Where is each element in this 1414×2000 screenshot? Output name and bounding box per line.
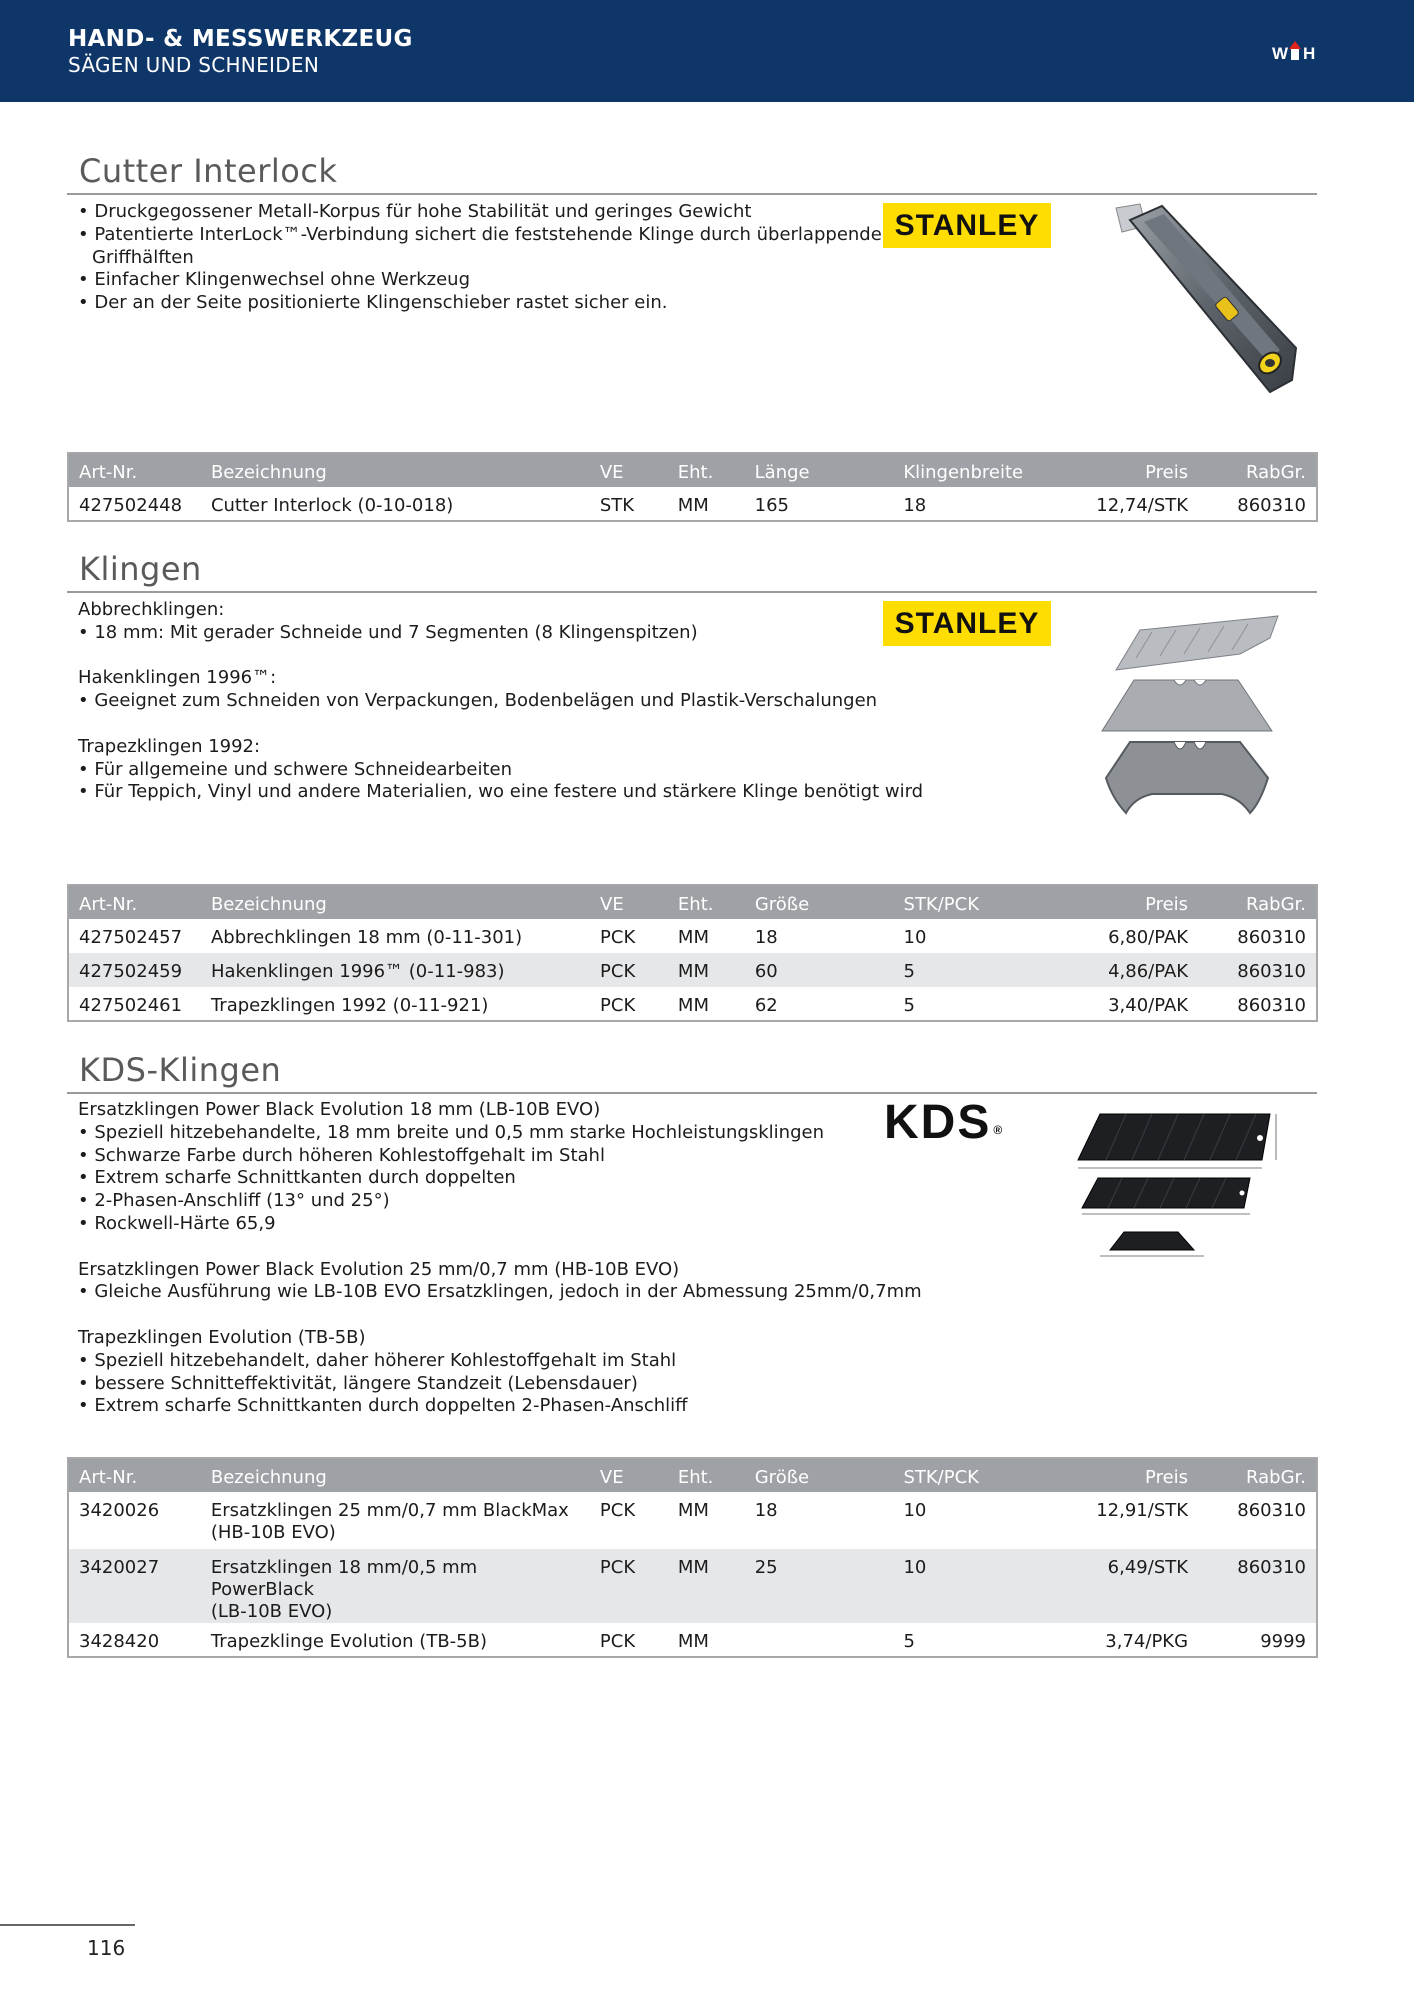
cell-stk-pck: 10 (903, 1500, 927, 1521)
col-header: VE (590, 885, 668, 919)
table-row (68, 1549, 1317, 1623)
desc-line: Trapezklingen 1992: (78, 735, 261, 757)
cell-preis: 3,40/PAK (1108, 995, 1189, 1016)
section-rule (67, 1092, 1317, 1094)
table-row (68, 1623, 1317, 1657)
desc-line: Hakenklingen 1996™: (78, 667, 277, 689)
desc-line: Ersatzklingen Power Black Evolution 25 mm/0,7 mm (HB-10B EVO) (78, 1258, 680, 1280)
col-header: Art-Nr. (68, 885, 201, 919)
cell-art-nr: 427502459 (68, 953, 201, 987)
desc-gap (78, 713, 923, 736)
bezeichnung-line: Ersatzklingen 18 mm/0,5 mm PowerBlack (210, 1557, 478, 1600)
col-header: Größe (745, 885, 894, 919)
cell-art-nr: 3420027 (68, 1549, 201, 1623)
col-header: Klingenbreite (893, 453, 1073, 487)
cell-bezeichnung: Trapezklingen 1992 (0-11-921) (210, 995, 489, 1016)
cell-preis: 6,80/PAK (1108, 927, 1189, 948)
section-title-klingen: Klingen (79, 550, 202, 588)
wh-logo-icon (1270, 36, 1320, 64)
footer-rule (0, 1924, 135, 1926)
bezeichnung-line: (LB-10B EVO) (210, 1601, 333, 1622)
section-rule (67, 591, 1317, 593)
cell-bezeichnung: Abbrechklingen 18 mm (0-11-301) (210, 927, 523, 948)
cell-bezeichnung: Trapezklinge Evolution (TB-5B) (210, 1631, 487, 1652)
desc-line: • Gleiche Ausführung wie LB-10B EVO Ersatzklingen, jedoch in der Abmessung 25mm/0,7mm (78, 1281, 922, 1303)
table-row (68, 1492, 1317, 1549)
col-header: Größe (745, 1458, 894, 1492)
cell-art-nr: 427502448 (79, 495, 183, 516)
desc-line: • Speziell hitzebehandelt, daher höherer Kohlestoffgehalt im Stahl (78, 1349, 677, 1371)
col-header: Preis (1073, 453, 1198, 487)
cell-art-nr: 427502461 (79, 995, 183, 1016)
cell-eht: MM (668, 953, 745, 987)
cell-ve: PCK (600, 995, 636, 1016)
col-header: RabGr. (1198, 453, 1317, 487)
cell-bezeichnung (201, 1492, 590, 1549)
desc-gap (78, 645, 923, 668)
cutter-knife-image (1100, 200, 1310, 400)
desc-line: • Speziell hitzebehandelte, 18 mm breite und 0,5 mm starke Hochleistungsklingen (78, 1121, 824, 1143)
header-title: HAND- & MESSWERKZEUG (68, 26, 413, 52)
col-header: RabGr. (1198, 1458, 1317, 1492)
desc-line: • Für allgemeine und schwere Schneidearbeiten (78, 758, 513, 780)
cell-eht: MM (677, 495, 709, 516)
desc-line: • bessere Schnitteffektivität, längere Standzeit (Lebensdauer) (78, 1372, 638, 1394)
bezeichnung-line: (HB-10B EVO) (210, 1522, 336, 1543)
cell-preis: 6,49/STK (1073, 1549, 1198, 1623)
cell-rabgr: 860310 (1237, 495, 1306, 516)
registered-mark: ® (993, 1123, 1005, 1137)
cutter-table (67, 452, 1318, 522)
table-header-row (68, 885, 1317, 919)
bezeichnung-line: Ersatzklingen 25 mm/0,7 mm BlackMax (210, 1500, 569, 1521)
kds-description (78, 1099, 922, 1418)
desc-line: • Extrem scharfe Schnittkanten durch doppelten 2-Phasen-Anschliff (78, 1395, 688, 1417)
desc-line: • Geeignet zum Schneiden von Verpackungen, Bodenbelägen und Plastik-Verschalungen (78, 690, 878, 712)
cell-groesse: 18 (754, 1500, 778, 1521)
svg-text:H: H (1303, 44, 1316, 63)
col-header: STK/PCK (894, 885, 1074, 919)
col-header: Eht. (668, 453, 745, 487)
cell-rabgr: 860310 (1237, 995, 1306, 1016)
cell-eht: MM (677, 1631, 709, 1652)
cell-preis: 4,86/PAK (1073, 953, 1198, 987)
col-header: Eht. (668, 885, 745, 919)
table-row (68, 487, 1317, 521)
cell-ve: PCK (600, 927, 636, 948)
cell-ve: PCK (599, 1500, 636, 1521)
cell-rabgr: 860310 (1237, 927, 1306, 948)
kds-logo (884, 1095, 1052, 1149)
cell-ve: PCK (590, 953, 668, 987)
col-header: VE (590, 453, 668, 487)
cell-rabgr: 860310 (1198, 1549, 1317, 1623)
cell-bezeichnung: Cutter Interlock (0-10-018) (210, 495, 454, 516)
cell-groesse (745, 1623, 894, 1657)
table-header-row (68, 1458, 1317, 1492)
kds-logo-text: KDS (884, 1095, 992, 1149)
cell-art-nr: 3428420 (79, 1631, 160, 1652)
col-header: Eht. (668, 1458, 745, 1492)
desc-line: • Einfacher Klingenwechsel ohne Werkzeug (78, 269, 471, 291)
page-header (0, 0, 1414, 102)
desc-line: • 18 mm: Mit gerader Schneide und 7 Segmenten (8 Klingenspitzen) (78, 621, 698, 643)
cell-preis: 12,91/STK (1096, 1500, 1189, 1521)
table-row (68, 919, 1317, 953)
section-rule (67, 193, 1317, 195)
col-header: Länge (745, 453, 894, 487)
cell-groesse: 62 (754, 995, 778, 1016)
desc-line: • Druckgegossener Metall-Korpus für hohe Stabilität und geringes Gewicht (78, 201, 752, 222)
cell-art-nr: 427502457 (79, 927, 183, 948)
section-title-cutter: Cutter Interlock (79, 152, 338, 190)
desc-gap (78, 1304, 922, 1327)
col-header: RabGr. (1198, 885, 1317, 919)
cell-bezeichnung (201, 1549, 590, 1623)
desc-line: Trapezklingen Evolution (TB-5B) (78, 1326, 366, 1348)
cell-preis: 12,74/STK (1096, 495, 1189, 516)
cell-stk-pck: 5 (894, 953, 1074, 987)
table-row (68, 987, 1317, 1021)
stanley-logo: STANLEY (883, 203, 1051, 248)
cell-stk-pck: 5 (903, 1631, 915, 1652)
cell-laenge: 165 (754, 495, 790, 516)
col-header: STK/PCK (893, 1458, 1073, 1492)
col-header: Art-Nr. (68, 453, 201, 487)
desc-line: • Rockwell-Härte 65,9 (78, 1212, 276, 1234)
cell-art-nr: 3420026 (79, 1500, 160, 1521)
cell-ve: PCK (590, 1549, 668, 1623)
section-title-kds: KDS-Klingen (79, 1051, 282, 1089)
cutter-description (78, 201, 882, 315)
cell-bezeichnung: Hakenklingen 1996™ (0-11-983) (201, 953, 590, 987)
desc-line: • 2-Phasen-Anschliff (13° und 25°) (78, 1190, 390, 1212)
stanley-logo: STANLEY (883, 601, 1051, 646)
col-header: Preis (1073, 885, 1198, 919)
col-header: Preis (1073, 1458, 1198, 1492)
klingen-table (67, 884, 1318, 1022)
cell-ve: PCK (599, 1631, 636, 1652)
cell-eht: MM (677, 927, 709, 948)
cell-ve: STK (599, 495, 635, 516)
desc-line: • Schwarze Farbe durch höheren Kohlestoffgehalt im Stahl (78, 1144, 605, 1166)
col-header: VE (590, 1458, 668, 1492)
desc-line: • Für Teppich, Vinyl und andere Materialien, wo eine festere und stärkere Klinge benötigt wird (78, 781, 924, 803)
kds-table (67, 1457, 1318, 1658)
cell-groesse: 25 (745, 1549, 894, 1623)
cell-klingenbreite: 18 (903, 495, 927, 516)
desc-gap (78, 1236, 922, 1259)
table-header-row (68, 453, 1317, 487)
col-header: Art-Nr. (68, 1458, 201, 1492)
blades-image (1090, 608, 1285, 838)
cell-rabgr: 860310 (1237, 1500, 1306, 1521)
desc-line: • Extrem scharfe Schnittkanten durch doppelten (78, 1167, 516, 1189)
desc-line: Abbrechklingen: (78, 599, 225, 620)
col-header: Bezeichnung (201, 1458, 590, 1492)
cell-rabgr: 9999 (1260, 1631, 1306, 1652)
cell-stk-pck: 5 (903, 995, 915, 1016)
cell-groesse: 18 (754, 927, 778, 948)
cell-rabgr: 860310 (1198, 953, 1317, 987)
cell-eht: MM (668, 1549, 745, 1623)
col-header: Bezeichnung (201, 885, 590, 919)
cell-stk-pck: 10 (893, 1549, 1073, 1623)
klingen-description (78, 599, 923, 804)
header-subtitle: SÄGEN UND SCHNEIDEN (68, 53, 320, 77)
cell-eht: MM (677, 995, 709, 1016)
desc-line: • Patentierte InterLock™-Verbindung sichert die feststehende Klinge durch überlappende (78, 223, 882, 245)
col-header: Bezeichnung (201, 453, 590, 487)
desc-line: Ersatzklingen Power Black Evolution 18 mm (LB-10B EVO) (78, 1099, 601, 1120)
cell-eht: MM (677, 1500, 709, 1521)
svg-text:W: W (1272, 44, 1289, 63)
kds-blades-image (1070, 1100, 1310, 1275)
desc-line: Griffhälften (92, 246, 194, 268)
desc-line: • Der an der Seite positionierte Klingenschieber rastet sicher ein. (78, 292, 668, 314)
cell-preis: 3,74/PKG (1105, 1631, 1189, 1652)
cell-groesse: 60 (745, 953, 894, 987)
table-row (68, 953, 1317, 987)
page-number: 116 (87, 1936, 126, 1960)
cell-stk-pck: 10 (903, 927, 927, 948)
